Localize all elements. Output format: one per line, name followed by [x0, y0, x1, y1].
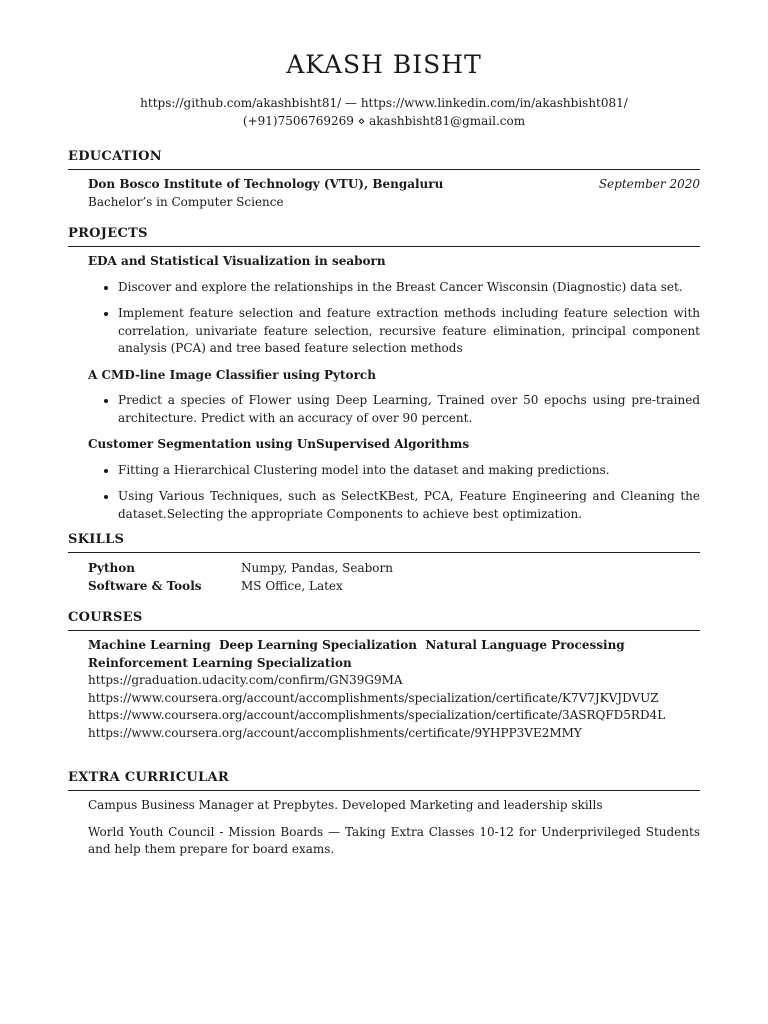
extra-curricular-item: Campus Business Manager at Prepbytes. Developed Marketing and leadership skills — [88, 798, 603, 812]
profile-links: https://github.com/akashbisht81/ — https://www.linkedin.com/in/akashbisht081/ — [140, 96, 628, 110]
projects-section — [68, 226, 700, 523]
education-content — [68, 176, 700, 211]
skill-label: Software & Tools — [88, 578, 202, 593]
course-names — [88, 637, 700, 672]
extra-curricular-content — [68, 797, 700, 859]
section-divider — [68, 790, 700, 791]
skill-row — [88, 578, 700, 596]
project-bullets — [88, 392, 700, 427]
education-section — [68, 149, 700, 211]
section-title-skills: SKILLS — [68, 532, 125, 547]
section-divider — [68, 246, 700, 247]
project-bullet: • Predict a species of Flower using Deep Learning, Trained over 50 epochs using pre-trained architecture. Predict with an accuracy of over 90 percent. — [118, 392, 700, 427]
course-names-line: Reinforcement Learning Specialization — [88, 655, 352, 670]
project-title: EDA and Statistical Visualization in seaborn — [88, 254, 386, 268]
skill-row — [88, 560, 700, 578]
contact-line — [68, 112, 700, 130]
email-address: akashbisht81@gmail.com — [369, 114, 526, 128]
phone-number: (+91)7506769269 — [242, 114, 354, 128]
section-divider — [68, 552, 700, 553]
diamond-separator-icon: ⋄ — [357, 114, 366, 128]
course-link[interactable]: https://graduation.udacity.com/confirm/GN39G9MA — [88, 673, 403, 687]
extra-curricular-item: World Youth Council - Mission Boards — Taking Extra Classes 10-12 for Underprivileged Students and help them prepare for board exams. — [88, 824, 700, 856]
project-title: Customer Segmentation using UnSupervised Algorithms — [88, 437, 470, 451]
skill-label: Python — [88, 561, 135, 575]
project-bullet: • Implement feature selection and feature extraction methods including feature selection with correlation, univariate feature selection, recursive feature elimination, principal component analysis (PCA) and tree based feature selection methods — [118, 305, 700, 358]
skills-content — [68, 560, 700, 595]
contact-block — [68, 94, 700, 130]
section-title-education: EDUCATION — [68, 149, 162, 164]
education-row — [88, 176, 700, 194]
institution-name: Don Bosco Institute of Technology (VTU), Bengaluru — [88, 177, 444, 191]
courses-section — [68, 610, 700, 742]
extra-curricular-section — [68, 770, 700, 859]
course-names-line: Machine Learning Deep Learning Specialization Natural Language Processing — [88, 638, 625, 652]
candidate-name: AKASH BISHT — [286, 50, 482, 79]
degree-name: Bachelor’s in Computer Science — [88, 194, 284, 209]
project-bullet: • Using Various Techniques, such as SelectKBest, PCA, Feature Engineering and Cleaning the dataset.Selecting the appropriate Components to achieve best optimization. — [118, 488, 700, 523]
section-divider — [68, 630, 700, 631]
course-link[interactable]: https://www.coursera.org/account/accomplishments/specialization/certificate/3ASRQFD5RD4L — [88, 708, 666, 722]
courses-content — [68, 637, 700, 742]
section-divider — [68, 169, 700, 170]
project-bullets — [88, 279, 700, 358]
course-link[interactable]: https://www.coursera.org/account/accomplishments/certificate/9YHPP3VE2MMY — [88, 725, 582, 740]
projects-content — [68, 253, 700, 523]
project-bullet: • Fitting a Hierarchical Clustering model into the dataset and making predictions. — [118, 462, 700, 480]
skills-section — [68, 532, 700, 595]
section-title-courses: COURSES — [68, 610, 143, 625]
skill-value: MS Office, Latex — [241, 578, 343, 593]
project-title: A CMD-line Image Classifier using Pytorch — [88, 367, 376, 382]
section-title-projects: PROJECTS — [68, 226, 148, 241]
education-date: September 2020 — [598, 177, 700, 191]
project-bullet: • Discover and explore the relationships in the Breast Cancer Wisconsin (Diagnostic) data set. — [118, 279, 700, 297]
section-title-extra-curricular: EXTRA CURRICULAR — [68, 770, 229, 785]
skill-value: Numpy, Pandas, Seaborn — [241, 561, 393, 575]
project-bullets — [88, 462, 700, 524]
course-link[interactable]: https://www.coursera.org/account/accomplishments/specialization/certificate/K7V7JKVJDVUZ — [88, 690, 659, 705]
